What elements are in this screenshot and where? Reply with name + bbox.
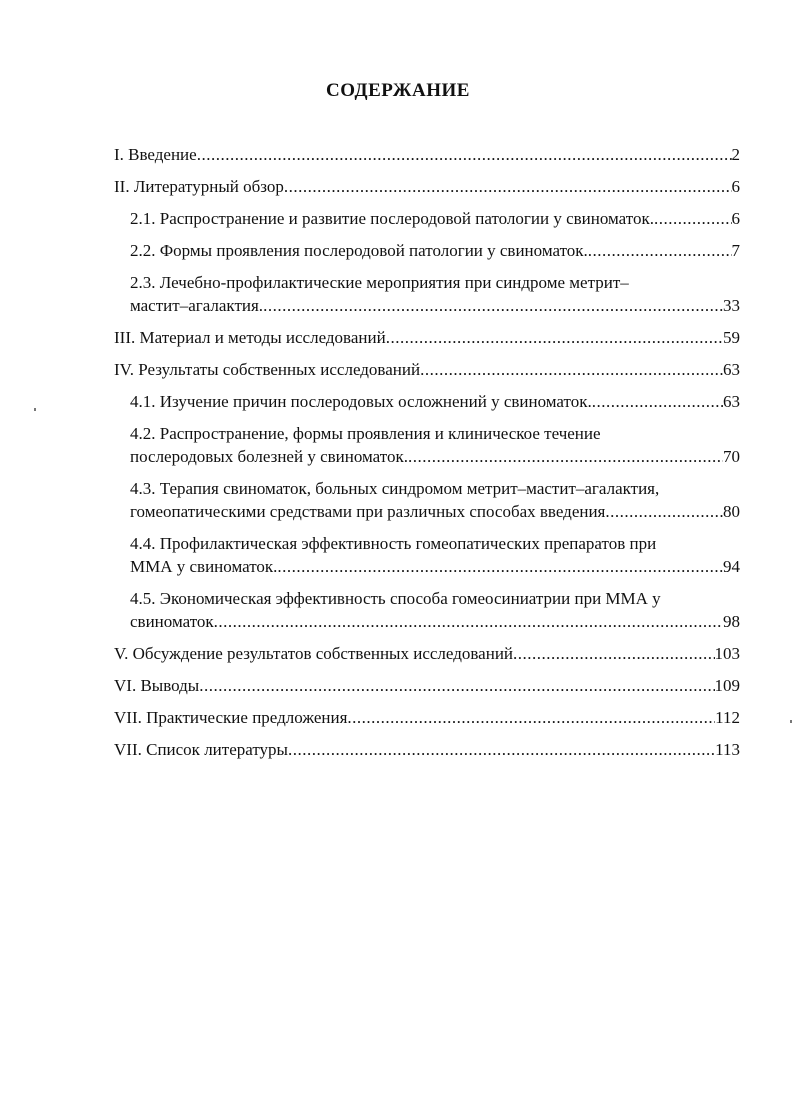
toc-entry-label: 4.5. Экономическая эффективность способа гомеосиниатрии при ММА у xyxy=(130,589,661,608)
dot-leader xyxy=(513,642,714,665)
toc-entry-results[interactable] xyxy=(114,358,740,381)
toc-page-number: 103 xyxy=(714,644,740,663)
dot-leader xyxy=(654,207,732,230)
toc-entry-label: II. Литературный обзор xyxy=(114,177,284,196)
toc-page-number: 98 xyxy=(723,612,740,631)
toc-entry-label-continued: ММА у свиноматок. xyxy=(130,557,278,576)
toc-entry-bibliography[interactable] xyxy=(114,738,740,761)
scan-speck xyxy=(790,720,792,723)
toc-page-number: 63 xyxy=(723,360,740,379)
toc-page-number: 6 xyxy=(731,177,740,196)
toc-entry-label: IV. Результаты собственных исследований xyxy=(114,360,421,379)
toc-entry-label: 2.1. Распространение и развитие послеродовой патологии у свиноматок. xyxy=(130,209,654,228)
toc-entry-label: I. Введение xyxy=(114,145,197,164)
toc-page-number: 7 xyxy=(731,241,740,260)
toc-page-number: 94 xyxy=(723,557,740,576)
toc-entry-2-2[interactable] xyxy=(130,239,740,262)
toc-entry-discussion[interactable] xyxy=(114,642,740,665)
dot-leader xyxy=(592,390,723,413)
toc-entry-4-3[interactable] xyxy=(130,477,740,523)
table-of-contents xyxy=(114,143,740,761)
toc-page-number: 112 xyxy=(715,708,740,727)
toc-entry-label: 4.2. Распространение, формы проявления и клиническое течение xyxy=(130,424,601,443)
toc-entry-conclusions[interactable] xyxy=(114,674,740,697)
dot-leader xyxy=(199,674,714,697)
toc-entry-label: VI. Выводы xyxy=(114,676,200,695)
toc-entry-4-5[interactable] xyxy=(130,587,740,633)
dot-leader xyxy=(605,500,723,523)
toc-entry-label: 4.3. Терапия свиноматок, больных синдромом метрит–мастит–агалактия, xyxy=(130,479,660,498)
dot-leader xyxy=(277,555,723,578)
toc-entry-label-continued: свиноматок xyxy=(130,612,214,631)
toc-page-number: 70 xyxy=(723,447,740,466)
dot-leader xyxy=(197,143,732,166)
toc-page-number: 63 xyxy=(723,392,740,411)
toc-entry-label: VII. Практические предложения xyxy=(114,708,348,727)
toc-entry-label-continued: мастит–агалактия. xyxy=(130,296,264,315)
toc-entry-2-1[interactable] xyxy=(130,207,740,230)
toc-entry-literature-review[interactable] xyxy=(114,175,740,198)
dot-leader xyxy=(408,445,723,468)
dot-leader xyxy=(263,294,723,317)
toc-entry-label-continued: гомеопатическими средствами при различных способах введения xyxy=(130,502,606,521)
toc-entry-4-2[interactable] xyxy=(130,422,740,468)
dot-leader xyxy=(386,326,723,349)
dot-leader xyxy=(420,358,723,381)
toc-entry-4-4[interactable] xyxy=(130,532,740,578)
toc-entry-4-1[interactable] xyxy=(130,390,740,413)
toc-entry-label: 2.3. Лечебно-профилактические мероприятия при синдроме метрит– xyxy=(130,273,629,292)
toc-entry-label: V. Обсуждение результатов собственных исследований xyxy=(114,644,514,663)
toc-page-number: 109 xyxy=(714,676,740,695)
toc-entry-label: III. Материал и методы исследований xyxy=(114,328,386,347)
toc-entry-2-3[interactable] xyxy=(130,271,740,317)
toc-entry-label: 4.4. Профилактическая эффективность гомеопатических препаратов при xyxy=(130,534,657,553)
toc-entry-materials-methods[interactable] xyxy=(114,326,740,349)
scan-speck xyxy=(34,408,36,411)
toc-page-number: 113 xyxy=(715,740,740,759)
page-title: СОДЕРЖАНИЕ xyxy=(326,80,470,101)
dot-leader xyxy=(214,610,723,633)
toc-entry-label: 2.2. Формы проявления послеродовой патологии у свиноматок. xyxy=(130,241,588,260)
toc-page-number: 59 xyxy=(723,328,740,347)
dot-leader xyxy=(588,239,732,262)
toc-page-number: 2 xyxy=(731,145,740,164)
toc-entry-label-continued: послеродовых болезней у свиноматок. xyxy=(130,447,408,466)
toc-entry-practical-proposals[interactable] xyxy=(114,706,740,729)
dot-leader xyxy=(347,706,715,729)
toc-entry-label: 4.1. Изучение причин послеродовых осложнений у свиноматок. xyxy=(130,392,592,411)
toc-entry-introduction[interactable] xyxy=(114,143,740,166)
toc-page-number: 33 xyxy=(723,296,740,315)
dot-leader xyxy=(284,175,732,198)
toc-page-number: 80 xyxy=(723,502,740,521)
dot-leader xyxy=(288,738,715,761)
toc-page-number: 6 xyxy=(731,209,740,228)
toc-entry-label: VII. Список литературы xyxy=(114,740,288,759)
